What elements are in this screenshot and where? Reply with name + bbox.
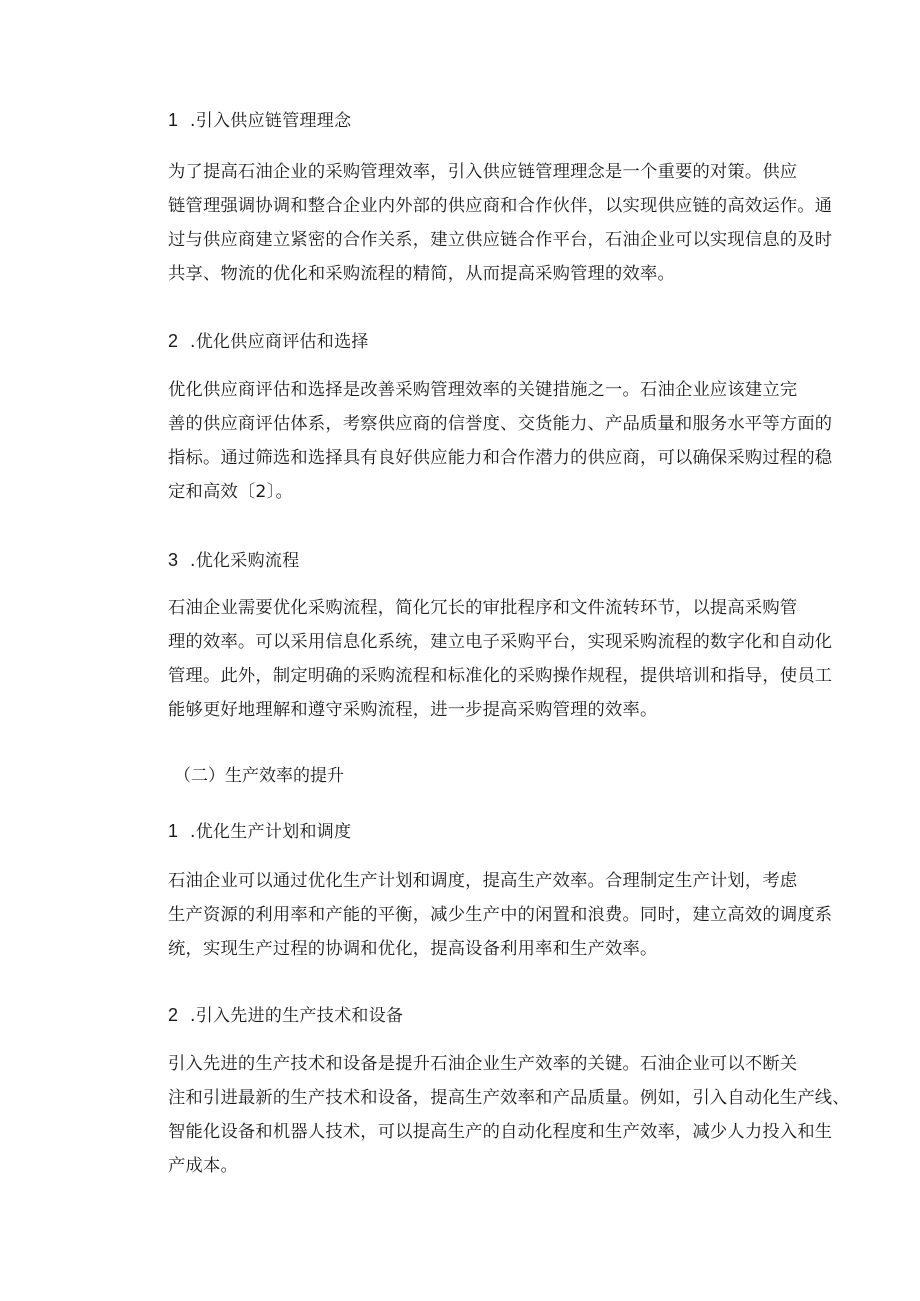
section-title: .优化生产计划和调度 <box>190 822 352 842</box>
section-paragraph-2 <box>168 373 833 509</box>
paragraph-line: 石油企业需要优化采购流程，简化冗长的审批程序和文件流转环节，以提高采购管 <box>168 598 798 618</box>
paragraph-line: 引入先进的生产技术和设备是提升石油企业生产效率的关键。石油企业可以不断关 <box>168 1054 798 1074</box>
section-heading-1 <box>168 108 351 133</box>
section-number: 1 <box>168 821 179 841</box>
subsection-item-heading-1 <box>168 819 351 844</box>
paragraph-line: 链管理强调协调和整合企业内外部的供应商和合作伙伴，以实现供应链的高效运作。通 <box>168 196 833 216</box>
subsection-item-heading-2 <box>168 1003 403 1028</box>
paragraph-line: 指标。通过筛选和选择具有良好供应能力和合作潜力的供应商，可以确保采购过程的稳 <box>168 448 833 468</box>
paragraph-line: 优化供应商评估和选择是改善采购管理效率的关键措施之一。石油企业应该建立完 <box>168 380 798 400</box>
subsection-heading: （二）生产效率的提升 <box>174 766 344 786</box>
paragraph-line: 智能化设备和机器人技术，可以提高生产的自动化程度和生产效率，减少人力投入和生 <box>168 1122 833 1142</box>
section-heading-3 <box>168 548 300 573</box>
paragraph-line: 能够更好地理解和遵守采购流程，进一步提高采购管理的效率。 <box>168 700 658 720</box>
paragraph-line: 为了提高石油企业的采购管理效率，引入供应链管理理念是一个重要的对策。供应 <box>168 162 798 182</box>
section-paragraph-1 <box>168 155 833 291</box>
paragraph-line: 定和高效〔2〕。 <box>168 482 293 502</box>
paragraph-line: 产成本。 <box>168 1156 238 1176</box>
paragraph-line: 管理。此外，制定明确的采购流程和标准化的采购操作规程，提供培训和指导，使员工 <box>168 666 833 686</box>
paragraph-line: 生产资源的利用率和产能的平衡，减少生产中的闲置和浪费。同时，建立高效的调度系 <box>168 905 833 925</box>
section-number: 2 <box>168 1005 179 1025</box>
section-title: .优化供应商评估和选择 <box>190 332 369 352</box>
paragraph-line: 石油企业可以通过优化生产计划和调度，提高生产效率。合理制定生产计划，考虑 <box>168 871 798 891</box>
section-paragraph-3 <box>168 591 833 727</box>
paragraph-line: 过与供应商建立紧密的合作关系，建立供应链合作平台，石油企业可以实现信息的及时 <box>168 230 833 250</box>
paragraph-line: 善的供应商评估体系，考察供应商的信誉度、交货能力、产品质量和服务水平等方面的 <box>168 414 833 434</box>
section-number: 1 <box>168 110 179 130</box>
section-title: .优化采购流程 <box>190 551 300 571</box>
section-number: 2 <box>168 331 179 351</box>
paragraph-line: 统，实现生产过程的协调和优化，提高设备利用率和生产效率。 <box>168 939 658 959</box>
subsection-paragraph-1 <box>168 864 833 966</box>
paragraph-line: 注和引进最新的生产技术和设备，提高生产效率和产品质量。例如，引入自动化生产线、 <box>168 1088 850 1108</box>
paragraph-line: 共享、物流的优化和采购流程的精简，从而提高采购管理的效率。 <box>168 264 675 284</box>
section-title: .引入供应链管理理念 <box>190 111 352 131</box>
subsection-paragraph-2 <box>168 1047 850 1183</box>
paragraph-line: 理的效率。可以采用信息化系统，建立电子采购平台，实现采购流程的数字化和自动化 <box>168 632 833 652</box>
section-title: .引入先进的生产技术和设备 <box>190 1006 404 1026</box>
section-heading-2 <box>168 329 369 354</box>
section-number: 3 <box>168 550 179 570</box>
